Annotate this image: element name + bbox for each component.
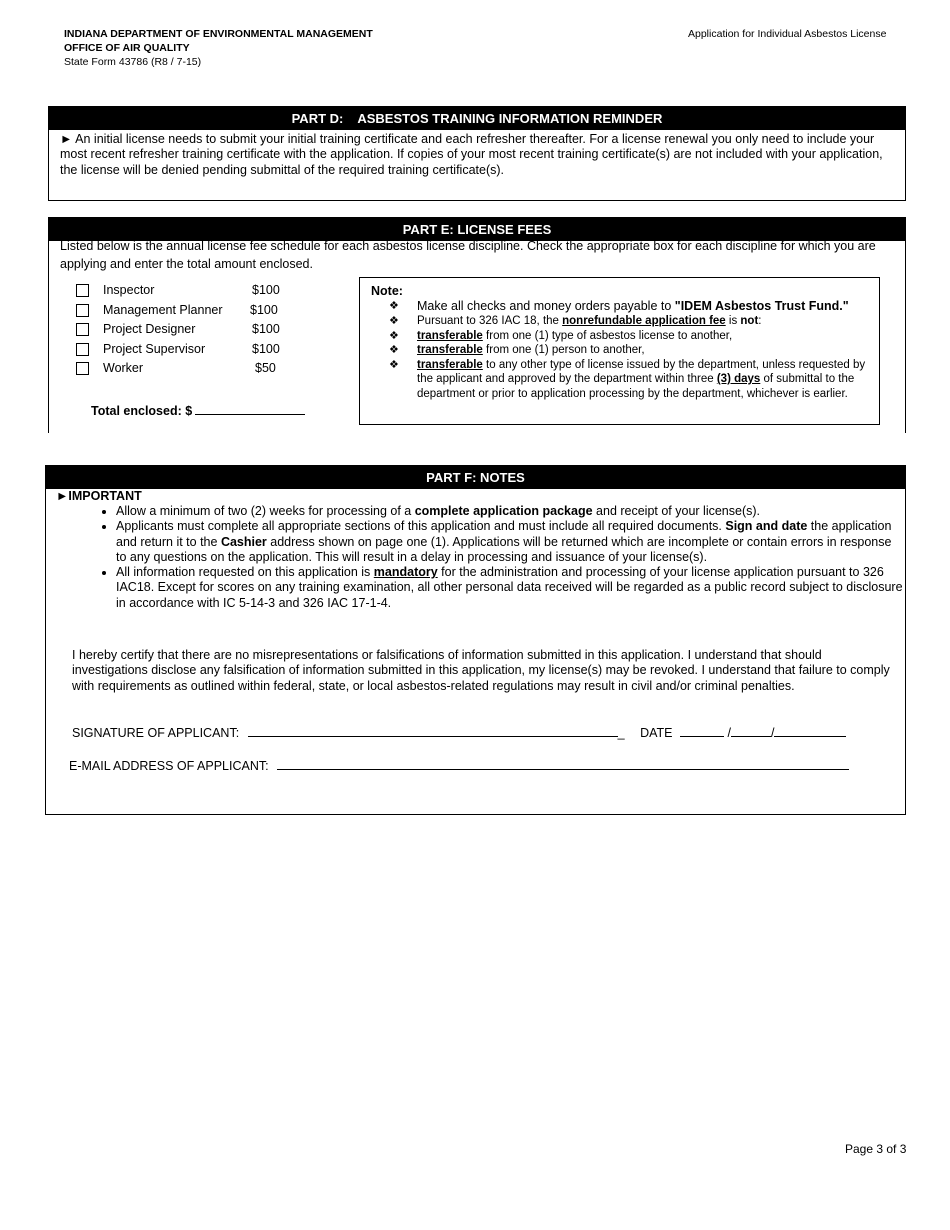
note-item: ❖ transferable from one (1) type of asbestos license to another, [389,329,733,342]
checkbox[interactable] [76,343,89,356]
note-item: ❖ transferable from one (1) person to another, [389,344,645,356]
total-enclosed: Total enclosed: $ [91,402,305,418]
list-item: • Applicants must complete all appropriate sections of this application and must include all required documents. Sign and date the application and return it to the Cashier address shown on page one (1). Applications will be returned which are incomplete or contain errors in response to any questions on the application. This will result in a delay in processing and issuance of your license(s). [116,519,905,565]
note-item: ❖ Make all checks and money orders payable to "IDEM Asbestos Trust Fund." [389,299,849,313]
email-field[interactable] [277,757,849,770]
page-number: Page 3 of 3 [845,1142,907,1156]
email-row: E-MAIL ADDRESS OF APPLICANT: [69,757,849,773]
checkbox[interactable] [76,323,89,336]
fee-row-worker[interactable]: Worker $50 [76,359,326,378]
note-heading: Note: [371,284,403,298]
form-title: Application for Individual Asbestos License [688,28,887,40]
important-heading: ►IMPORTANT [56,489,142,503]
fee-row-project-designer[interactable]: Project Designer $100 [76,320,326,339]
office-name: OFFICE OF AIR QUALITY [64,42,190,54]
form-header [64,27,373,69]
signature-field[interactable] [248,724,618,737]
note-item: ❖ transferable to any other type of license issued by the department, unless requested by the applicant and approved by the department within three (3) days of submittal to the department or prior to application processing by the department, whichever is earlier. [389,358,866,400]
list-item: • Allow a minimum of two (2) weeks for processing of a complete application package and receipt of your license(s). [116,504,905,519]
important-list [46,504,905,611]
checkbox[interactable] [76,284,89,297]
part-f-title: PART F: NOTES [46,466,905,489]
part-d-title: PART D: ASBESTOS TRAINING INFORMATION REMINDER [49,107,905,130]
note-item: ❖ Pursuant to 326 IAC 18, the nonrefundable application fee is not: [389,315,762,327]
checkbox[interactable] [76,304,89,317]
part-d-section [48,106,906,201]
form-number: State Form 43786 (R8 / 7-15) [64,56,202,68]
date-year-field[interactable] [774,724,846,737]
fee-row-management-planner[interactable]: Management Planner $100 [76,301,326,320]
part-f-section [45,465,906,815]
certification-statement: I hereby certify that there are no misrepresentations or falsifications of information submitted in this application. I understand that should investigations disclose any falsification of information submitted in this application, my license(s) may be revoked. I understand that failure to comply with requirements as outlined within federal, state, or local asbestos-related regulations may result in civil and/or criminal penalties. [72,648,890,693]
total-enclosed-field[interactable] [195,402,305,415]
part-e-section [48,217,906,433]
fee-row-inspector[interactable]: Inspector $100 [76,281,326,300]
part-e-intro: Listed below is the annual license fee schedule for each asbestos license discipline. Check the appropriate box for each discipline for which you are applying and enter the total amount enclosed. [60,239,876,271]
part-e-title: PART E: LICENSE FEES [49,218,905,241]
date-month-field[interactable] [680,724,724,737]
part-d-body: ► An initial license needs to submit your initial training certificate and each refresher thereafter. For a license renewal you only need to include your most recent refresher training certificate with the application. If copies of your most recent training certificate(s) are not included with your application, the license will be denied pending submittal of the required training certificate(s). [60,132,883,177]
checkbox[interactable] [76,362,89,375]
fee-row-project-supervisor[interactable]: Project Supervisor $100 [76,340,326,359]
date-day-field[interactable] [731,724,771,737]
agency-name: INDIANA DEPARTMENT OF ENVIRONMENTAL MANAGEMENT [64,28,373,40]
signature-row: SIGNATURE OF APPLICANT: _ DATE / / [72,724,846,740]
list-item: • All information requested on this application is mandatory for the administration and processing of your license application pursuant to 326 IAC18. Except for scores on any training examination, all other personal data received will be regarded as a public record subject to disclosure in accordance with IC 5-14-3 and 326 IAC 17-1-4. [116,565,905,611]
fee-note-box [359,277,880,425]
